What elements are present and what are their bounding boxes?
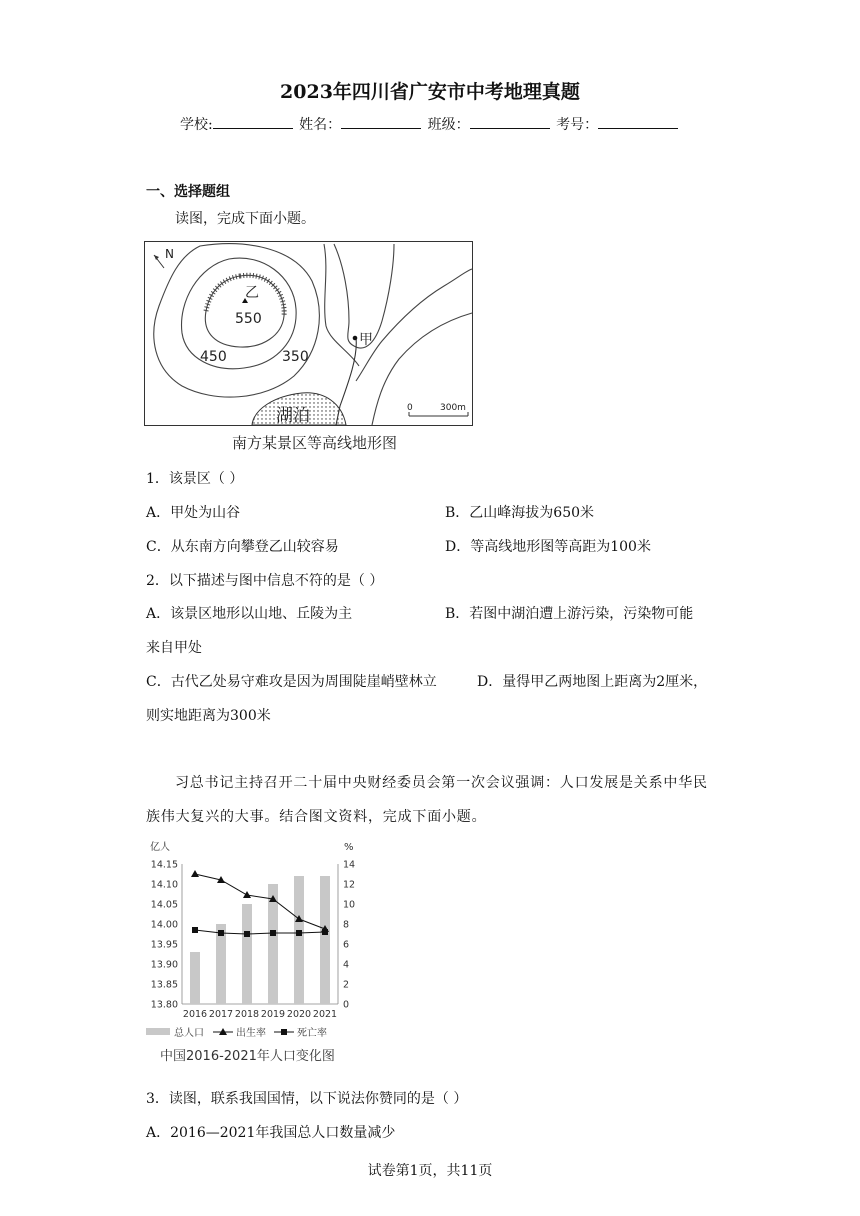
left-tick-label: 14.15	[150, 859, 178, 871]
left-tick-label: 13.90	[150, 959, 178, 971]
info-line	[180, 114, 680, 134]
name-label: 姓名：	[299, 117, 342, 133]
bar-total-population	[190, 952, 200, 1004]
point-jia-marker	[353, 336, 358, 341]
right-tick-label: 10	[343, 899, 356, 911]
x-tick-label: 2020	[286, 1009, 312, 1020]
line-death-rate	[195, 930, 325, 934]
scale-start-label: 0	[407, 403, 413, 413]
point-label: 甲	[359, 332, 373, 348]
name-blank[interactable]	[341, 114, 421, 129]
birth-rate-point	[243, 891, 251, 898]
q2-option-b-line2[interactable]: 来自甲处	[146, 640, 202, 656]
population-chart	[140, 836, 370, 1066]
bar-total-population	[242, 904, 252, 1004]
right-tick-label: 0	[343, 999, 350, 1011]
left-tick-label: 13.80	[150, 999, 178, 1011]
class-label: 班级：	[427, 117, 470, 133]
right-tick-label: 4	[343, 959, 350, 971]
q1-stem: 1．该景区（ ）	[146, 471, 244, 487]
q1-option-c[interactable]: C．从东南方向攀登乙山较容易	[146, 539, 339, 555]
right-tick-label: 14	[343, 859, 356, 871]
legend-square-marker	[281, 1029, 287, 1035]
chart-title: 中国2016-2021年人口变化图	[160, 1049, 335, 1064]
x-tick-label: 2018	[234, 1009, 260, 1020]
x-tick-label: 2021	[312, 1009, 338, 1020]
q2-option-d-line1[interactable]: D．量得甲乙两地图上距离为2厘米，	[477, 674, 708, 690]
contour-label-550: 550	[235, 311, 262, 327]
intro-text: 读图，完成下面小题。	[175, 211, 315, 227]
q1-option-d[interactable]: D．等高线地形图等高距为100米	[445, 539, 651, 555]
q1-option-a[interactable]: A．甲处为山谷	[146, 505, 241, 521]
passage-line-1: 习总书记主持召开二十届中央财经委员会第一次会议强调：人口发展是关系中华民	[175, 775, 708, 791]
right-tick-label: 8	[343, 919, 350, 931]
north-label: N	[165, 247, 174, 261]
birth-rate-point	[191, 870, 199, 877]
q3-option-a[interactable]: A．2016—2021年我国总人口数量减少	[146, 1125, 396, 1141]
legend-death-rate: 死亡率	[297, 1028, 327, 1039]
bar-total-population	[294, 876, 304, 1004]
contour-map	[144, 241, 474, 427]
scale-end-label: 300m	[440, 403, 466, 413]
peak-label: 乙	[245, 285, 259, 301]
section-heading: 一、选择题组	[146, 184, 230, 200]
left-tick-label: 13.85	[150, 979, 178, 991]
q2-stem: 2．以下描述与图中信息不符的是（ ）	[146, 573, 384, 589]
legend-bar-swatch	[146, 1028, 170, 1035]
x-tick-label: 2019	[260, 1009, 286, 1020]
x-tick-label: 2017	[208, 1009, 234, 1020]
contour-label-450: 450	[200, 349, 227, 365]
right-axis-label: %	[344, 842, 354, 853]
death-rate-point	[296, 930, 302, 936]
q2-option-b-line1[interactable]: B．若图中湖泊遭上游污染，污染物可能	[445, 606, 694, 622]
legend-total-population: 总人口	[174, 1028, 204, 1039]
q1-option-b[interactable]: B．乙山峰海拔为650米	[445, 505, 595, 521]
chart-legend	[146, 1026, 327, 1039]
school-label: 学校:	[180, 117, 213, 133]
exam-no-blank[interactable]	[598, 114, 678, 129]
x-tick-label: 2016	[182, 1009, 208, 1020]
contour-label-350: 350	[282, 349, 309, 365]
passage-line-2: 族伟大复兴的大事。结合图文资料，完成下面小题。	[146, 809, 487, 825]
right-tick-label: 6	[343, 939, 350, 951]
right-tick-label: 12	[343, 879, 356, 891]
death-rate-point	[322, 929, 328, 935]
q2-option-a[interactable]: A．该景区地形以山地、丘陵为主	[146, 606, 353, 622]
bar-total-population	[320, 876, 330, 1004]
left-tick-label: 14.10	[150, 879, 178, 891]
q3-stem: 3．读图，联系我国国情，以下说法你赞同的是（ ）	[146, 1091, 468, 1107]
q2-option-c[interactable]: C．古代乙处易守难攻是因为周围陡崖峭壁林立	[146, 674, 437, 690]
lake-label: 湖泊	[276, 406, 310, 426]
death-rate-point	[270, 930, 276, 936]
death-rate-point	[192, 927, 198, 933]
page-footer: 试卷第1页，共11页	[367, 1163, 493, 1179]
death-rate-point	[218, 930, 224, 936]
left-tick-label: 13.95	[150, 939, 178, 951]
exam-no-label: 考号：	[556, 117, 599, 133]
q2-option-d-line2[interactable]: 则实地距离为300米	[146, 708, 271, 724]
left-tick-label: 14.05	[150, 899, 178, 911]
page-title: 2023年四川省广安市中考地理真题	[280, 81, 580, 103]
death-rate-point	[244, 931, 250, 937]
right-tick-label: 2	[343, 979, 350, 991]
line-birth-rate	[195, 874, 325, 929]
left-axis-label: 亿人	[150, 842, 170, 853]
map-caption: 南方某景区等高线地形图	[232, 434, 398, 452]
legend-birth-rate: 出生率	[236, 1028, 266, 1039]
school-blank[interactable]	[213, 114, 293, 129]
class-blank[interactable]	[470, 114, 550, 129]
left-tick-label: 14.00	[150, 919, 178, 931]
